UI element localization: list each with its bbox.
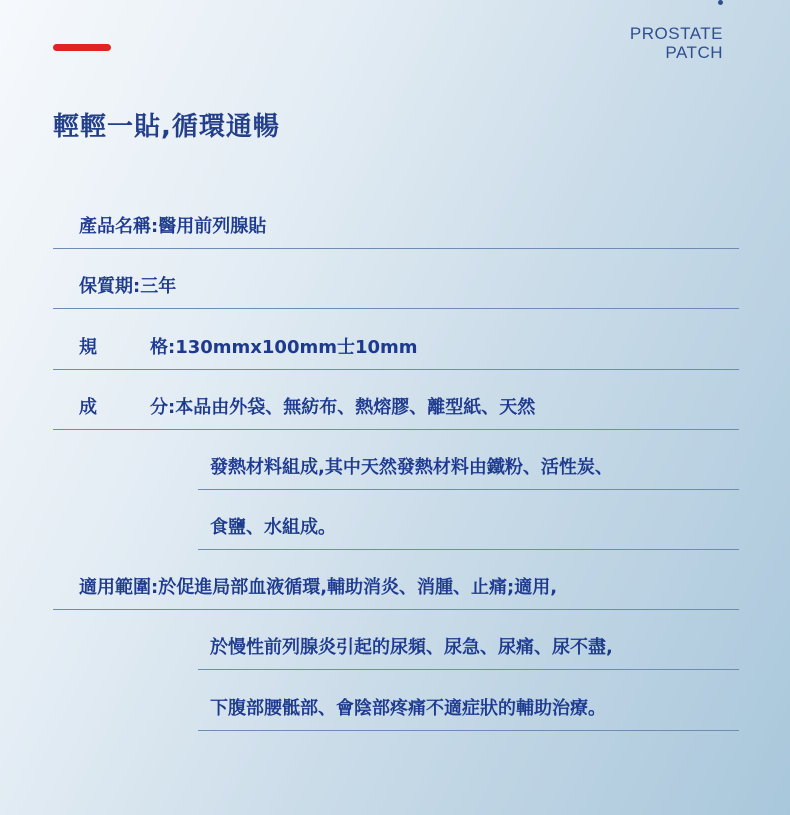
usage-line-2: 於慢性前列腺炎引起的尿頻、尿急、尿痛、尿不盡, [210, 637, 613, 658]
usage-line-3: 下腹部腰骶部、會陰部疼痛不適症狀的輔助治療。 [210, 698, 606, 719]
composition-label: 成 [79, 397, 97, 418]
composition-line-3: 食鹽、水組成。 [210, 517, 336, 538]
size-label: 規 [79, 337, 97, 358]
spec-row-usage-3 [198, 670, 739, 731]
product-name: 產品名稱:醫用前列腺貼 [79, 216, 267, 237]
spec-row-composition-2 [198, 429, 739, 490]
brand-name [630, 24, 723, 62]
spec-row-composition [53, 369, 739, 430]
accent-bar [53, 44, 111, 51]
composition-line-2: 發熱材料組成,其中天然發熱材料由鐵粉、活性炭、 [210, 457, 613, 478]
spec-row-name [53, 188, 739, 249]
composition-value: 分:本品由外袋、無紡布、熱熔膠、離型紙、天然 [150, 397, 536, 418]
spec-row-size [53, 309, 739, 370]
usage-text: 適用範圍:於促進局部血液循環,輔助消炎、消腫、止痛;適用, [79, 577, 558, 598]
spec-row-usage-2 [198, 609, 739, 670]
size-value: 格:130mmx100mm士10mm [150, 337, 418, 358]
decorative-dot [718, 0, 723, 5]
spec-row-shelf-life [53, 248, 739, 309]
shelf-life: 保質期:三年 [79, 276, 177, 297]
spec-row-composition-3 [198, 489, 739, 550]
spec-row-usage [53, 549, 739, 610]
page-title: 輕輕一貼,循環通暢 [53, 112, 280, 142]
brand-line-1: PROSTATE [629, 24, 723, 43]
brand-line-2: PATCH [665, 43, 723, 62]
